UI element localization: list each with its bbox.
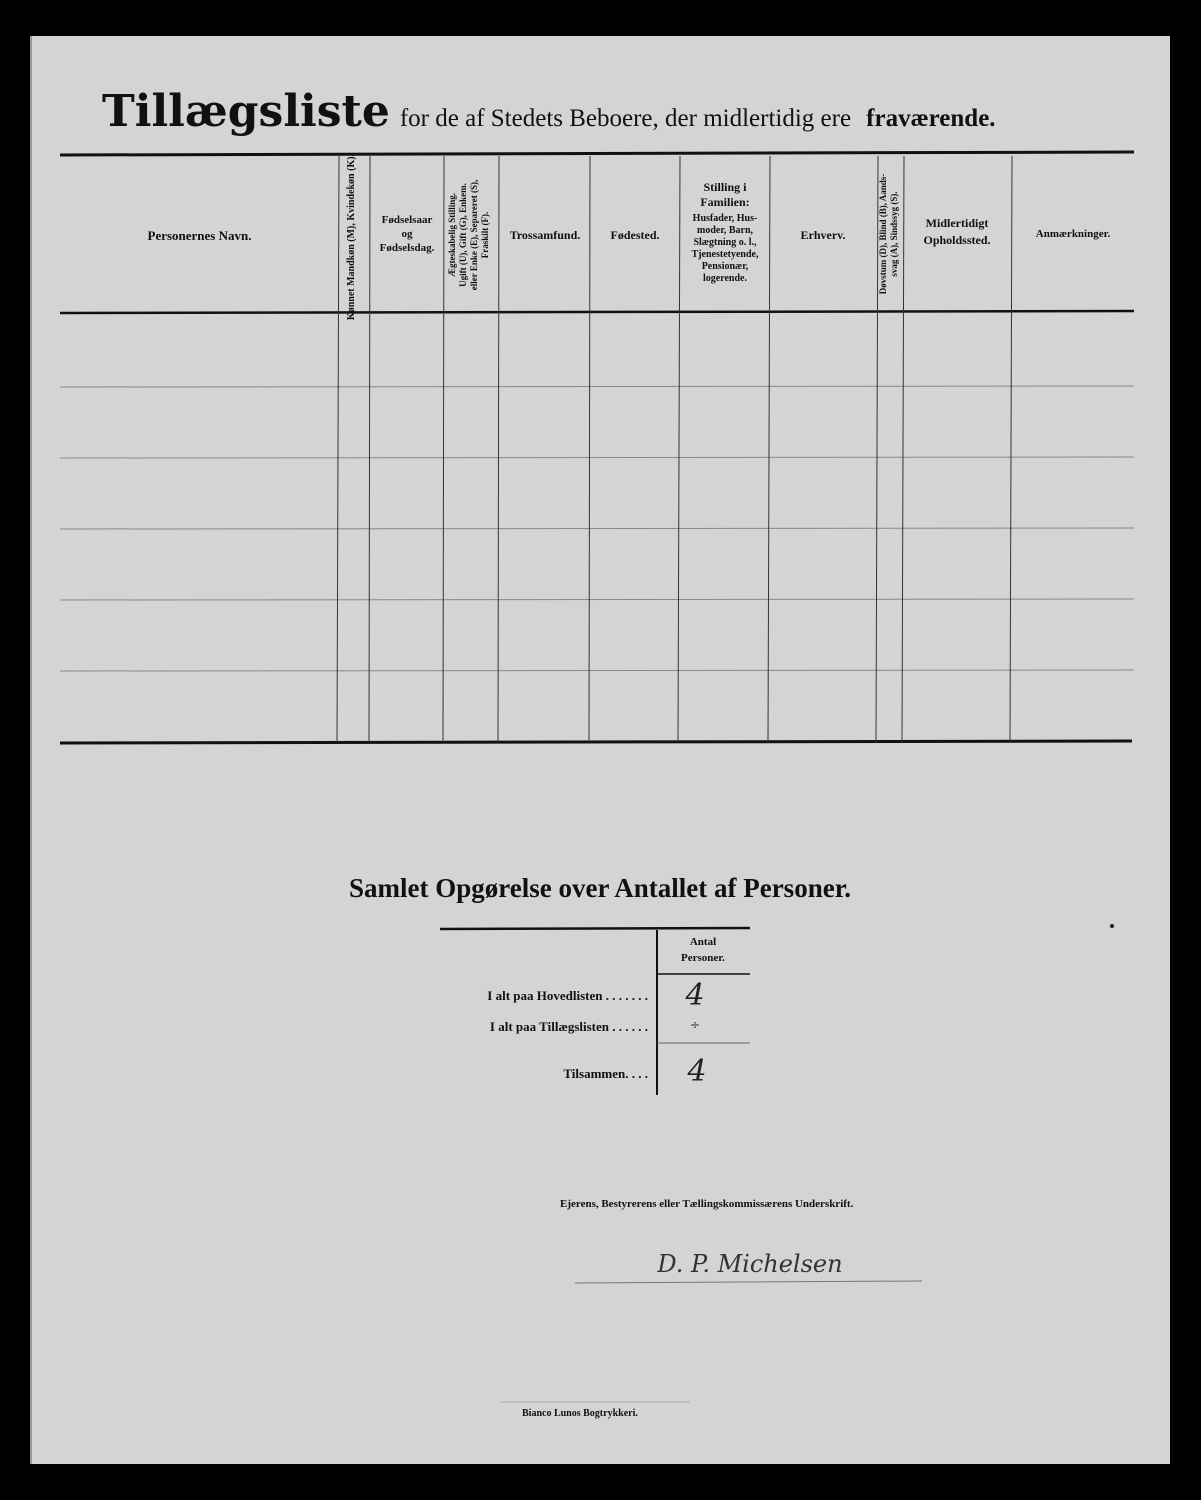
- col-marital-4: Fraskilt (F).: [480, 211, 490, 259]
- col-marital-3: eller Enke (E), Separeret (S),: [469, 179, 479, 291]
- summary-row-main-label: I alt paa Hovedlisten . . . . . . .: [487, 988, 648, 1003]
- summary-row-total-value: 4: [687, 1054, 707, 1089]
- title-emph: fraværende.: [866, 105, 996, 132]
- col-marital-1: Ægteskabelig Stilling.: [447, 193, 457, 278]
- signature-caption: Ejerens, Bestyrerens eller Tællingskommissærens Underskrift.: [560, 1198, 854, 1210]
- title-main: Tillægsliste: [102, 86, 390, 137]
- ink-dot: [1110, 924, 1114, 928]
- col-birth-3: Fødselsdag.: [379, 242, 435, 254]
- col-birthplace: Fødested.: [610, 228, 660, 242]
- col-occupation: Erhverv.: [800, 228, 846, 242]
- col-family-2: Familien:: [700, 195, 750, 209]
- col-family-1: Stilling i: [703, 180, 747, 194]
- col-temp-1: Midlertidigt: [925, 216, 989, 230]
- col-remarks: Anmærkninger.: [1035, 228, 1111, 240]
- col-religion: Trossamfund.: [509, 228, 581, 242]
- summary-title: Samlet Opgørelse over Antallet af Personer.: [349, 873, 851, 903]
- col-family-8: logerende.: [703, 273, 747, 284]
- col-sex: Kønnet Mandkøn (M), Kvindekøn (K).: [346, 153, 357, 321]
- col-disability-2: svag (A), Sindssyg (S).: [889, 191, 899, 277]
- col-birth: [371, 213, 443, 255]
- col-name: Personernes Navn.: [147, 228, 252, 243]
- summary-row-total-label: Tilsammen. . . .: [563, 1066, 648, 1081]
- printer-mark: Bianco Lunos Bogtrykkeri.: [522, 1408, 638, 1419]
- col-marital-2: Ugift (U), Gift (G), Enkem.: [458, 183, 468, 287]
- col-family-7: Pensionær,: [701, 261, 749, 272]
- col-disability-1: Døvstum (D), Blind (B), Aands-: [878, 173, 888, 295]
- col-family-5: Slægtning o. l.,: [693, 237, 757, 248]
- col-birth-1: Fødselsaar: [381, 214, 433, 226]
- summary-column-head: [660, 934, 746, 966]
- signature: D. P. Michelsen: [657, 1250, 843, 1278]
- col-birth-2: og: [401, 228, 413, 240]
- col-marital: [447, 140, 493, 330]
- col-family-3: Husfader, Hus-: [692, 213, 758, 224]
- summary-row-supp-label: I alt paa Tillægslisten . . . . . .: [489, 1019, 648, 1034]
- title-sub: for de af Stedets Beboere, der midlertidig ere: [399, 105, 852, 132]
- summary-row-supp-value: ÷: [689, 1018, 701, 1032]
- col-temp-residence: [904, 215, 1010, 249]
- col-family-4: moder, Barn,: [696, 225, 754, 236]
- col-disability: [878, 139, 902, 329]
- summary-head-1: Antal: [689, 936, 717, 948]
- summary-head-2: Personer.: [681, 952, 725, 964]
- col-temp-2: Opholdssted.: [923, 233, 991, 247]
- col-family: [680, 180, 770, 285]
- col-family-6: Tjenestetyende,: [691, 249, 759, 260]
- summary-row-main-value: 4: [685, 978, 705, 1013]
